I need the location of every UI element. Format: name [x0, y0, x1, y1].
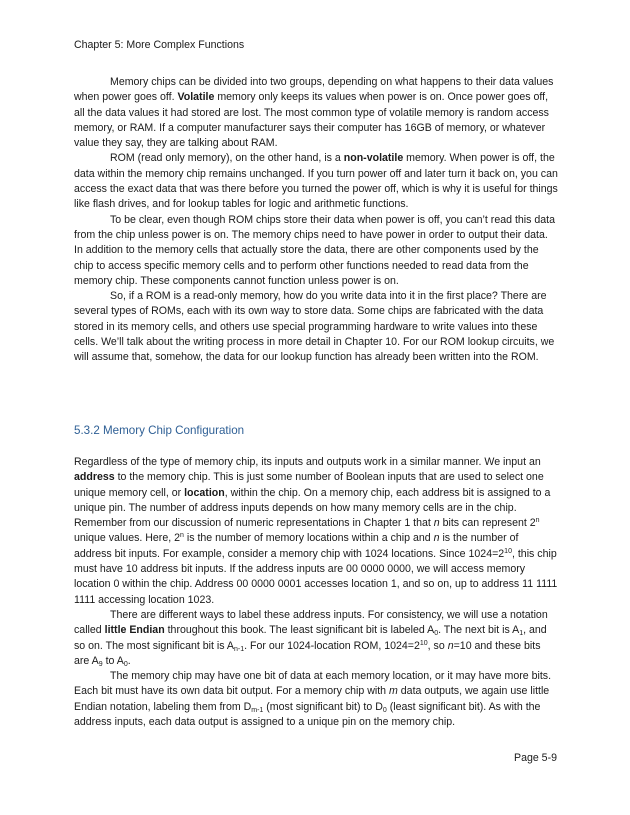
paragraph-power-needed: To be clear, even though ROM chips store their data when power is off, you can’t read this data from the chip unless power is on. The memory chips need to have power in order to output their data. In addition to the memory cells that actually store the data, there are other components used by the chip to access specific memory cells and to perform other functions needed to read data from the memory chip. These components cannot function unless power is on.	[74, 213, 555, 287]
paragraph-writing-rom: So, if a ROM is a read-only memory, how do you write data into it in the first place? There are several types of ROMs, each with its own way to store data. Some chips are fabricated with the data stored in its memory cells, and others use special programming hardware to write values into these cells. We’ll talk about the writing process in more detail in Chapter 10. For our ROM lookup circuits, we will assume that, somehow, the data for our lookup function has already been written into the ROM.	[74, 290, 555, 364]
paragraph-rom: ROM (read only memory), on the other hand, is a non-volatile memory. When power is off, the data within the memory chip remains unchanged. If you turn power off and later turn it back on, you can access the exact data that was there before you turned the power off, which is why it is useful for things like flash drives, and for lookup tables for logic and arithmetic functions.	[74, 152, 558, 211]
chapter-header: Chapter 5: More Complex Functions	[74, 39, 245, 51]
page-number: Page 5-9	[514, 752, 557, 764]
paragraph-data-outputs: The memory chip may have one bit of data at each memory location, or it may have more bits. Each bit must have its own data bit output. For a memory chip with m data outputs, we again use little Endian notation, labeling them from $D_{m-1}$ (most significant bit) to $D_0$ (least significant bit). As with the address inputs, each data output is assigned to a unique pin on the memory chip.	[74, 670, 552, 729]
paragraph-address-inputs: Regardless of the type of memory chip, its inputs and outputs work in a similar manner. We input an address to the memory chip. This is just some number of Boolean inputs that are used to select one unique memory cell, or location, within the chip. On a memory chip, each address bit is assigned to a unique pin. The number of address inputs depends on how many memory cells are in the chip. Remember from our discussion of numeric representations in Chapter 1 that n bits can represent 2$^n$ unique values. Here, 2$^n$ is the number of memory locations within a chip and n is the number of address bit inputs. For example, consider a memory chip with 1024 locations. Since $1024=2^{10}$, this chip must have 10 address bit inputs. If the address inputs are 00 0000 0000, we will access memory location 0 within the chip. Address 00 0000 0001 accesses location 1, and so on, up to address 11 1111 1111 accessing location 1023.	[74, 456, 558, 606]
paragraph-volatile-memory: Memory chips can be divided into two groups, depending on what happens to their data values when power goes off. Volatile memory only keeps its values when power is on. Once power goes off, all the data values it had stored are lost. The most common type of volatile memory is random access memory, or RAM. If a computer manufacturer says their computer has 16GB of memory, or whatever value they say, they are talking about RAM.	[74, 76, 554, 150]
intro-text-block	[74, 75, 558, 366]
section-text-block	[74, 455, 558, 730]
paragraph-little-endian: There are different ways to label these address inputs. For consistency, we will use a notation called little Endian throughout this book. The least significant bit is labeled $A_0$. The next bit is $A_1$, and so on. The most significant bit is $A_{n-1}$. For our 1024-location ROM, $1024=2^{10}$, so n=10 and these bits are $A_9$ to $A_0$.	[74, 608, 548, 668]
section-heading: 5.3.2 Memory Chip Configuration	[74, 424, 245, 437]
